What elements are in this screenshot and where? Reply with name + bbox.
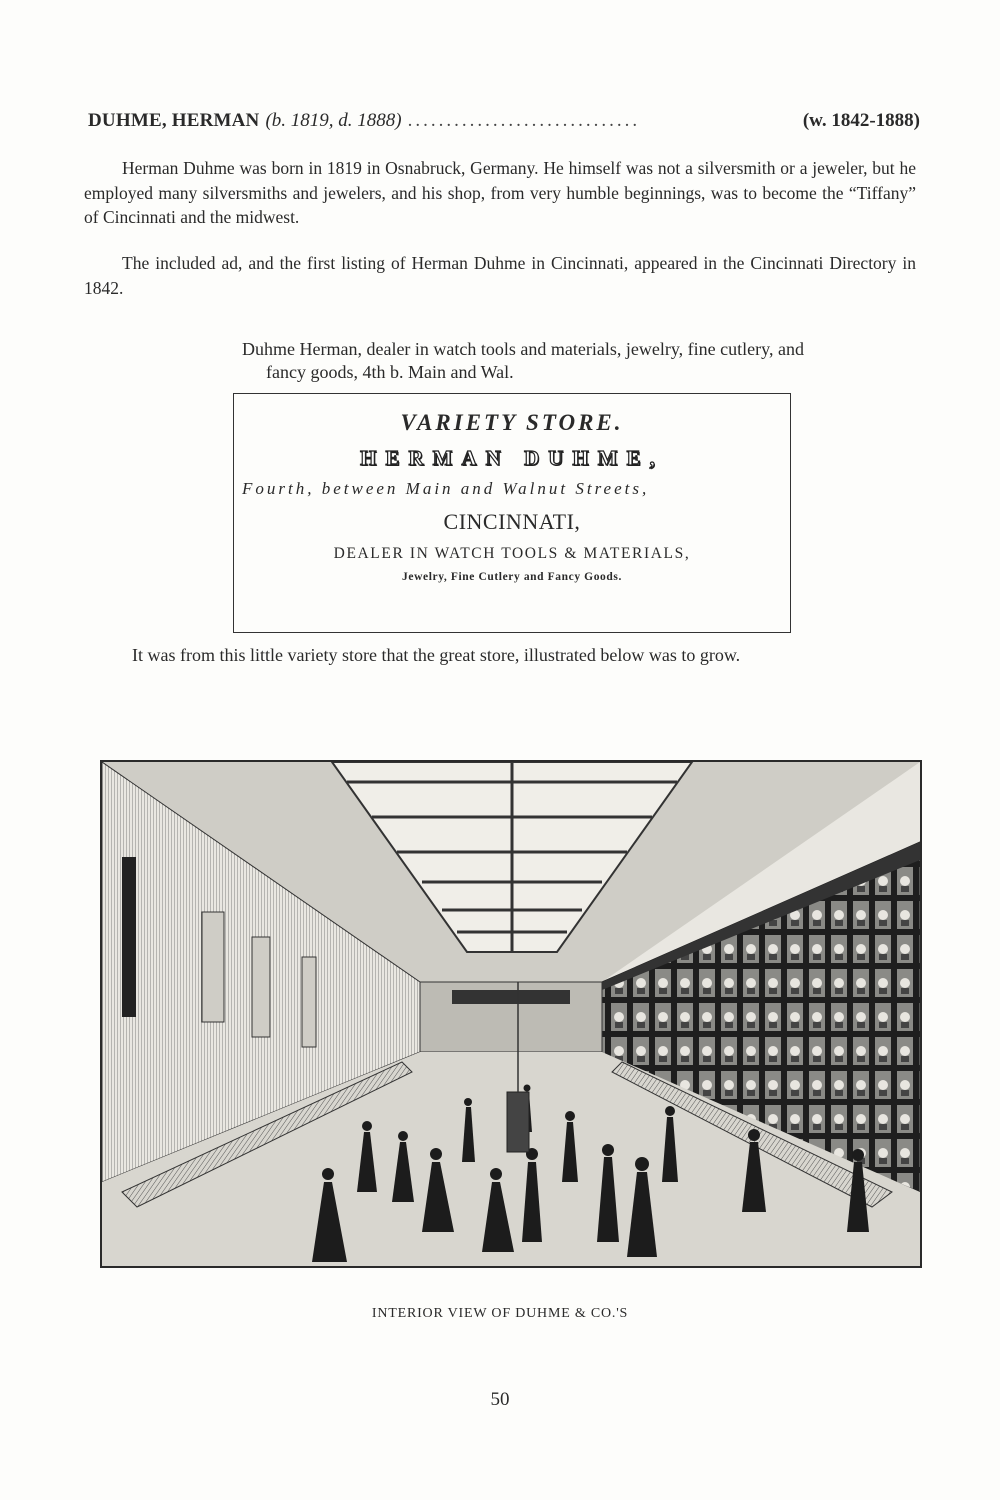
biography-paragraph: Herman Duhme was born in 1819 in Osnabruck, Germany. He himself was not a silversmith or a jeweler, but he employed many silversmiths and jewelers, and his shop, from very humble beginnings, was to become the “Tiffany” of Cincinnati and the midwest. bbox=[84, 158, 916, 227]
illustration-caption: INTERIOR VIEW OF DUHME & CO.'S bbox=[371, 1306, 629, 1321]
variety-store-advertisement bbox=[233, 393, 791, 633]
left-wall-window bbox=[122, 857, 136, 1017]
ad-headline: VARIETY STORE. bbox=[400, 410, 624, 435]
left-wall-window bbox=[302, 957, 316, 1047]
entry-name: DUHME, HERMAN bbox=[88, 110, 260, 131]
entry-working-years: (w. 1842-1888) bbox=[802, 110, 920, 131]
back-wall-sign bbox=[452, 990, 570, 1004]
center-display-pedestal bbox=[507, 1092, 529, 1152]
ad-proprietor-name: HERMAN DUHME, bbox=[360, 446, 664, 470]
left-wall-window bbox=[202, 912, 224, 1022]
store-interior-engraving bbox=[100, 760, 922, 1268]
ad-goods-line: Jewelry, Fine Cutlery and Fancy Goods. bbox=[402, 571, 622, 583]
ad-address: Fourth, between Main and Walnut Streets, bbox=[242, 479, 650, 498]
page-number: 50 bbox=[490, 1389, 510, 1410]
ad-intro-paragraph: The included ad, and the first listing of Herman Duhme in Cincinnati, appeared in the Cincinnati Directory in 1842. bbox=[84, 253, 916, 298]
entry-heading bbox=[88, 110, 920, 132]
ad-city: CINCINNATI, bbox=[443, 509, 581, 534]
directory-listing: Duhme Herman, dealer in watch tools and materials, jewelry, fine cutlery, and fancy goods, 4th b. Main and Wal. bbox=[242, 339, 804, 382]
dot-leader: .............................. bbox=[407, 110, 641, 131]
store-growth-sentence: It was from this little variety store that the great store, illustrated below was to grow. bbox=[132, 645, 741, 665]
left-wall-window bbox=[252, 937, 270, 1037]
entry-dates: (b. 1819, d. 1888) bbox=[265, 110, 402, 131]
engraving-drawing bbox=[102, 762, 920, 1266]
ad-trade-line: DEALER IN WATCH TOOLS & MATERIALS, bbox=[333, 545, 691, 562]
